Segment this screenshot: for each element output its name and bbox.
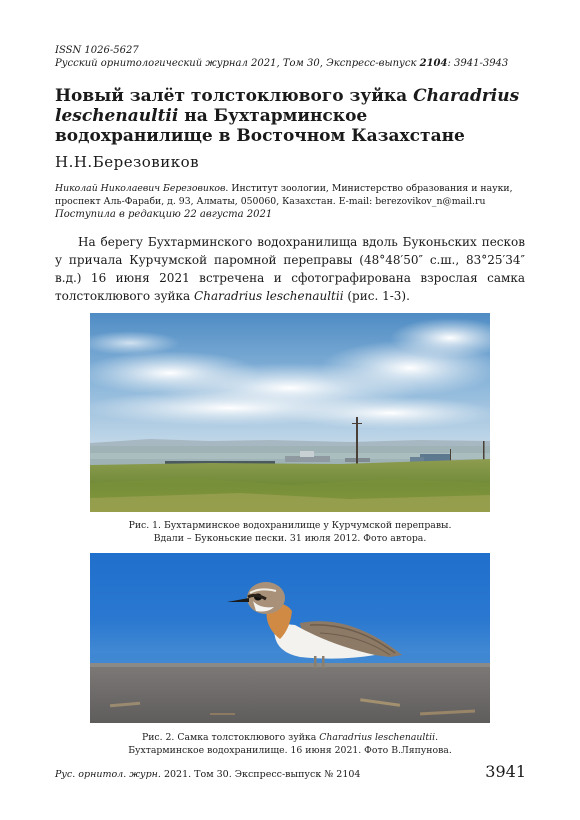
article-title bbox=[55, 86, 525, 146]
page-number: 3941 bbox=[485, 762, 526, 781]
title-text: Новый залёт толстоклювого зуйка bbox=[55, 86, 414, 106]
journal-name: Русский орнитологический журнал 2021, Том 30, Экспресс-выпуск bbox=[55, 58, 420, 69]
figure-2-caption-text: Рис. 2. Самка толстоклювого зуйка bbox=[141, 732, 320, 743]
body-text: На берегу Бухтарминского водохранилища вдоль Буконьских песков у причала Курчумской паромной переправы (48°48′50″ с.ш., 83°25′34″ в.д.) 16 июня 2021 встречена и сфотографирована взрослая самка толстоклювого зуйка bbox=[55, 235, 525, 303]
affiliation bbox=[55, 182, 525, 208]
issue-number: 2104 bbox=[419, 58, 448, 69]
figure-1-caption bbox=[90, 519, 490, 545]
figure-2-caption bbox=[90, 731, 490, 757]
figure-2-caption-end: . bbox=[435, 732, 439, 743]
journal-line bbox=[55, 57, 508, 70]
title-text-end: на Бухтарминское водохранилище в Восточном Казахстане bbox=[55, 106, 465, 146]
page-range: : 3941-3943 bbox=[447, 58, 509, 69]
footer-citation bbox=[55, 769, 360, 780]
figure-2-caption-line-1 bbox=[90, 731, 490, 744]
footer-details: 2021. Том 30. Экспресс-выпуск № 2104 bbox=[160, 769, 361, 780]
body-species: Charadrius leschenaultii bbox=[194, 289, 344, 303]
footer-journal: Рус. орнитол. журн. bbox=[55, 769, 161, 780]
figure-1-photo bbox=[90, 313, 490, 512]
body-paragraph bbox=[55, 233, 525, 305]
figure-2-caption-species: Charadrius leschenaultii bbox=[319, 732, 436, 743]
figure-2-caption-line-2: Бухтарминское водохранилище. 16 июня 2021. Фото В.Ляпунова. bbox=[128, 745, 452, 756]
figure-1-caption-line-2: Вдали – Буконьские пески. 31 июля 2012. Фото автора. bbox=[153, 533, 427, 544]
landscape-image bbox=[90, 313, 490, 512]
author: Н.Н.Березовиков bbox=[55, 153, 200, 171]
figure-1-caption-line-1: Рис. 1. Бухтарминское водохранилище у Курчумской переправы. bbox=[128, 520, 452, 531]
received-date: Поступила в редакцию 22 августа 2021 bbox=[55, 209, 273, 220]
issn: ISSN 1026-5627 bbox=[55, 45, 139, 56]
affiliation-address: . Институт зоологии, Министерство образования и науки, проспект Аль-Фараби, д. 93, Алматы, 050060, Казахстан. E-mail: berezovikov_n@mail.ru bbox=[55, 183, 513, 207]
plover-image bbox=[90, 553, 490, 723]
figure-2-photo bbox=[90, 553, 490, 723]
affiliation-name: Николай Николаевич Березовиков bbox=[55, 183, 226, 194]
body-text-end: (рис. 1-3). bbox=[343, 289, 410, 303]
title-species: Charadrius leschenaultii bbox=[55, 86, 520, 126]
